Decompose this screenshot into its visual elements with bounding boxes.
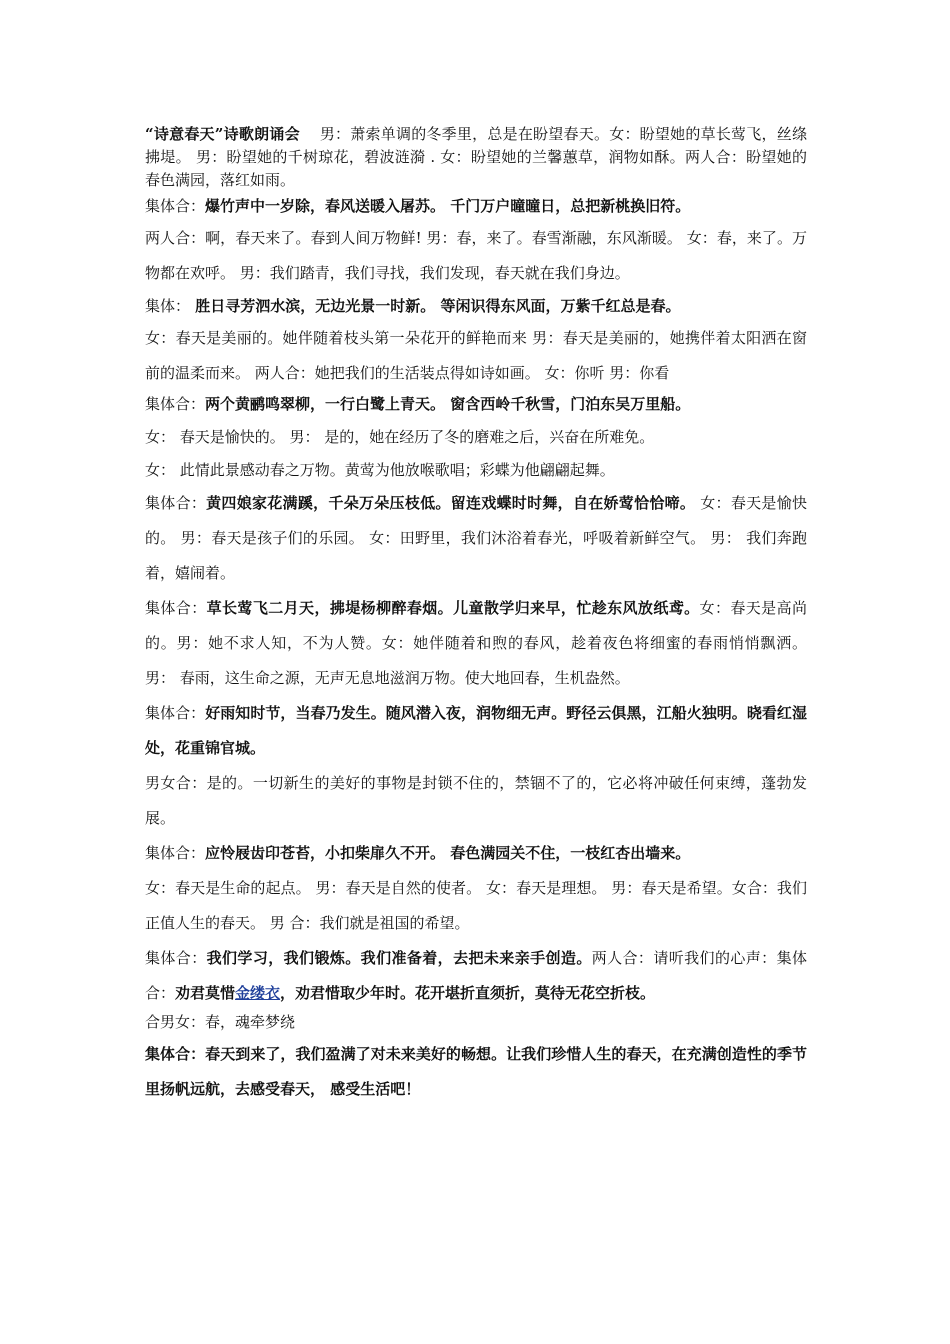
chorus-poem-8 (145, 941, 807, 1011)
document-body (145, 123, 807, 1107)
closing-chorus: 集体合：春天到来了，我们盈满了对未来美好的畅想。让我们珍惜人生的春天，在充满创造性的季节里扬帆远航，去感受春天， 感受生活吧！ (145, 1045, 807, 1098)
speaker-label: 集体合： (145, 949, 207, 967)
event-title: “诗意春天”诗歌朗诵会 (145, 125, 300, 143)
speaker-label: 集体合： (145, 704, 206, 722)
dialogue-paragraph: 两人合：啊，春天来了。春到人间万物鲜! 男：春，来了。春雪渐融，东风渐暖。 女：春，来了。万物都在欢呼。 男：我们踏青，我们寻找，我们发现，春天就在我们身边。 (145, 229, 807, 282)
dialogue-line: 女： 春天是愉快的。 男： 是的，她在经历了冬的磨难之后，兴奋在所难免。 (145, 428, 655, 446)
poem-text: 好雨知时节，当春乃发生。随风潜入夜，润物细无声。野径云俱黑，江船火独明。晓看红湿处，花重锦官城。 (145, 704, 807, 757)
poem-text: 草长莺飞二月天，拂堤杨柳醉春烟。儿童散学归来早，忙趁东风放纸鸢。 (206, 599, 700, 617)
dialogue-paragraph: 女：春天是美丽的。她伴随着枝头第一朵花开的鲜艳而来 男：春天是美丽的，她携伴着太阳洒在窗前的温柔而来。 两人合：她把我们的生活装点得如诗如画。 女：你听 男：你看 (145, 329, 807, 382)
speaker-label: 集体合： (145, 197, 206, 215)
intro-paragraph (145, 123, 807, 192)
dialogue-paragraph: 男女合：是的。一切新生的美好的事物是封锁不住的，禁锢不了的，它必将冲破任何束缚，蓬勃发展。 (145, 774, 807, 827)
poem-text: ，劝君惜取少年时。花开堪折直须折，莫待无花空折枝。 (280, 984, 656, 1002)
dialogue-text: 女：春天是高尚的。男：她不求人知，不为人赞。女：她伴随着和煦的春风，趁着夜色将细蜜的春雨悄悄飘洒。 男： 春雨，这生命之源，无声无息地滋润万物。使大地回春，生机盎然。 (145, 599, 807, 687)
dialogue-text: 两人合：请听我们的心声：集体合： (145, 949, 807, 1002)
poem-text: 我们学习，我们锻炼。我们准备着，去把未来亲手创造。 (206, 949, 592, 967)
chorus-poem-3 (145, 393, 807, 416)
dialogue-line: 女： 此情此景感动春之万物。黄莺为他放喉歌唱；彩蝶为他翩翩起舞。 (145, 461, 615, 479)
poem-text: 爆竹声中一岁除，春风送暖入屠苏。 千门万户曈曈日，总把新桃换旧符。 (205, 197, 691, 215)
chorus-poem-5 (145, 591, 807, 696)
chorus-poem-6 (145, 696, 807, 766)
chorus-poem-2 (145, 295, 807, 318)
jinlvyi-link[interactable]: 金缕衣 (235, 984, 281, 1002)
intro-dialogue: 男：萧索单调的冬季里，总是在盼望春天。女：盼望她的草长莺飞，丝绦拂堤。 男：盼望她的千树琼花，碧波涟漪 . 女：盼望她的兰馨蕙草，润物如酥。两人合：盼望她的春色满园，落红如雨。 (145, 125, 807, 189)
speaker-label: 集体合： (145, 395, 206, 413)
chorus-poem-7 (145, 836, 807, 871)
speaker-label: 集体合： (145, 844, 206, 862)
chorus-poem-1 (145, 195, 807, 218)
poem-text: 胜日寻芳泗水滨，无边光景一时新。 等闲识得东风面，万紫千红总是春。 (190, 297, 681, 315)
speaker-label: 集体合： (145, 494, 207, 512)
chorus-poem-4 (145, 486, 807, 591)
speaker-label: 集体： (145, 297, 191, 315)
poem-text: 应怜屐齿印苍苔，小扣柴扉久不开。 春色满园关不住，一枝红杏出墙来。 (205, 844, 691, 862)
dialogue-text: 女：春天是愉快的。 男：春天是孩子们的乐园。 女：田野里，我们沐浴着春光，呼吸着新鲜空气。 男： 我们奔跑着，嬉闹着。 (145, 494, 807, 582)
poem-text: 劝君莫惜 (175, 984, 236, 1002)
dialogue-paragraph: 女：春天是生命的起点。 男：春天是自然的使者。 女：春天是理想。 男：春天是希望。女合：我们正值人生的春天。 男 合：我们就是祖国的希望。 (145, 879, 807, 932)
poem-text: 黄四娘家花满蹊，千朵万朵压枝低。留连戏蝶时时舞，自在娇莺恰恰啼。 (206, 494, 696, 512)
dialogue-line: 合男女：春，魂牵梦绕 (145, 1013, 296, 1031)
speaker-label: 集体合： (145, 599, 207, 617)
poem-text: 两个黄鹂鸣翠柳，一行白鹭上青天。 窗含西岭千秋雪，门泊东吴万里船。 (205, 395, 691, 413)
